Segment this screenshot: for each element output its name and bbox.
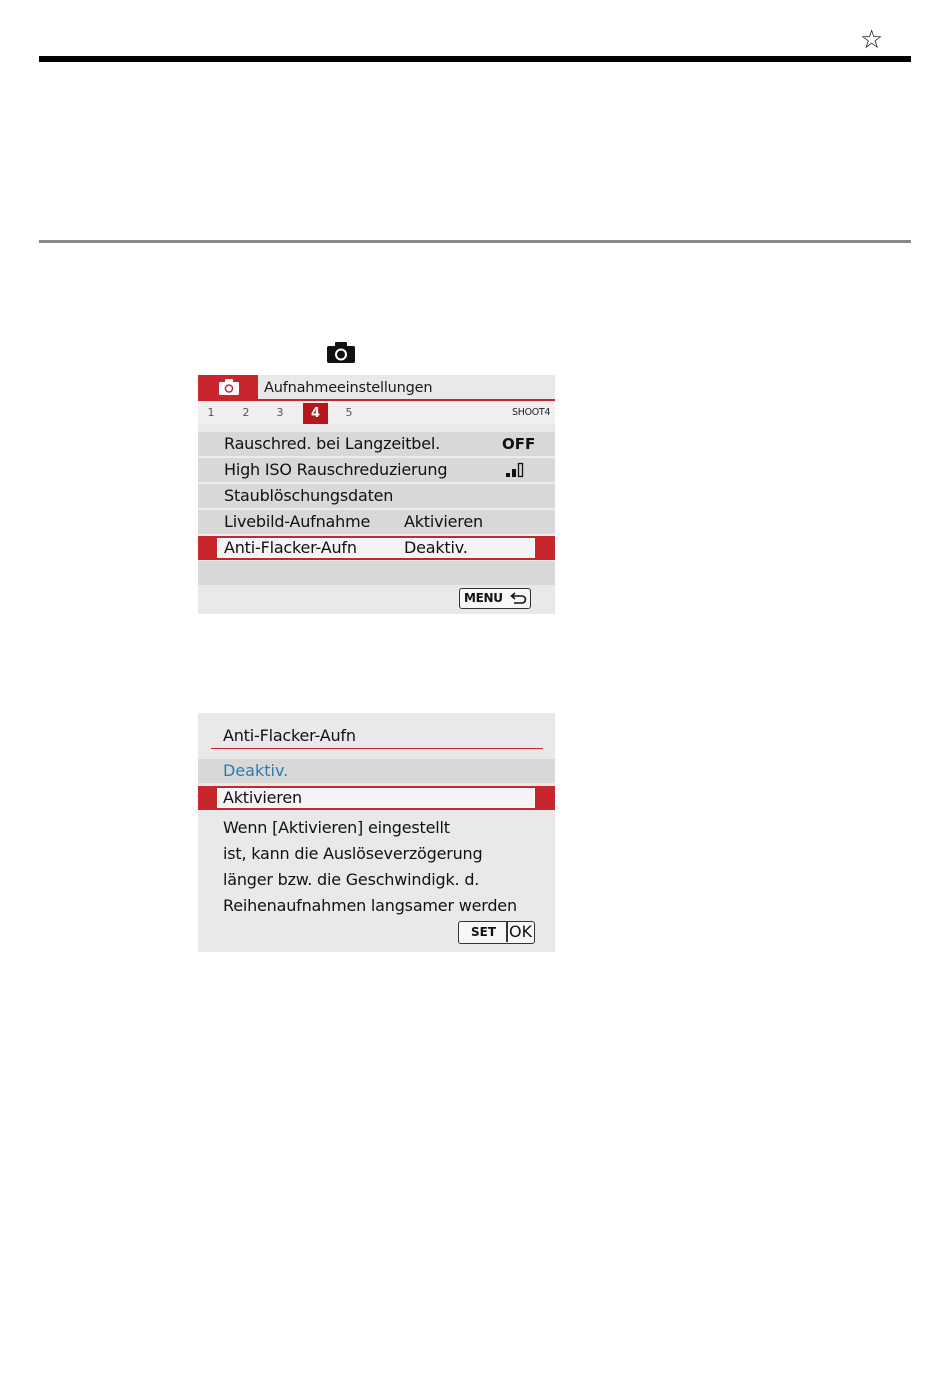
shooting-menu-tab[interactable] (198, 375, 258, 399)
menu-header-underline (198, 399, 555, 401)
set-label: SET (471, 925, 497, 939)
menu-back-button[interactable] (459, 588, 531, 609)
ok-label: OK (509, 922, 533, 941)
button-divider (506, 922, 508, 942)
row-label: Livebild-Aufnahme (224, 512, 371, 531)
row-value: Aktivieren (404, 512, 483, 531)
tab-5[interactable]: 5 (345, 406, 353, 419)
option-label: Deaktiv. (223, 761, 289, 780)
menu-row-live-view-shooting[interactable] (198, 510, 555, 536)
menu-row-empty (198, 561, 555, 585)
row-label: Staublöschungsdaten (224, 486, 394, 505)
section-rule (39, 240, 911, 243)
row-label: Rauschred. bei Langzeitbel. (224, 434, 441, 453)
title-underline (211, 748, 543, 749)
description-line: ist, kann die Auslöseverzögerung (223, 844, 483, 863)
tab-2[interactable]: 2 (242, 406, 250, 419)
menu-row-anti-flicker-selected[interactable] (198, 536, 555, 560)
row-value: Deaktiv. (404, 538, 468, 557)
description-line: Wenn [Aktivieren] eingestellt (223, 818, 450, 837)
camera-menu-screen-shoot4 (198, 375, 555, 614)
favorite-star-icon[interactable]: ☆ (860, 25, 884, 55)
menu-header (198, 375, 555, 401)
option-aktivieren-selected[interactable] (198, 786, 555, 810)
camera-icon (218, 378, 240, 396)
anti-flicker-option-screen (198, 713, 555, 952)
row-value: OFF (502, 435, 536, 453)
description-line: Reihenaufnahmen langsamer werden (223, 896, 517, 915)
tab-4-active[interactable]: 4 (303, 403, 328, 424)
shoot-page-label: SHOOT4 (512, 407, 551, 418)
camera-icon (326, 340, 356, 364)
menu-row-dust-delete-data[interactable] (198, 484, 555, 510)
row-label: High ISO Rauschreduzierung (224, 460, 448, 479)
level-bars-icon (505, 462, 527, 478)
description-line: länger bzw. die Geschwindigk. d. (223, 870, 480, 889)
menu-button-label: MENU (464, 591, 503, 605)
menu-title: Aufnahmeeinstellungen (264, 380, 433, 396)
menu-row-long-exposure-nr[interactable] (198, 432, 555, 458)
option-title: Anti-Flacker-Aufn (223, 726, 356, 745)
menu-row-high-iso-nr[interactable] (198, 458, 555, 484)
tab-1[interactable]: 1 (207, 406, 215, 419)
row-label: Anti-Flacker-Aufn (224, 538, 357, 557)
option-label: Aktivieren (223, 788, 302, 807)
header-rule (39, 56, 911, 62)
return-arrow-icon (510, 591, 528, 605)
option-deaktiv[interactable] (198, 759, 555, 783)
page-tabs (198, 402, 555, 424)
set-ok-button[interactable] (458, 921, 535, 944)
tab-3[interactable]: 3 (276, 406, 284, 419)
